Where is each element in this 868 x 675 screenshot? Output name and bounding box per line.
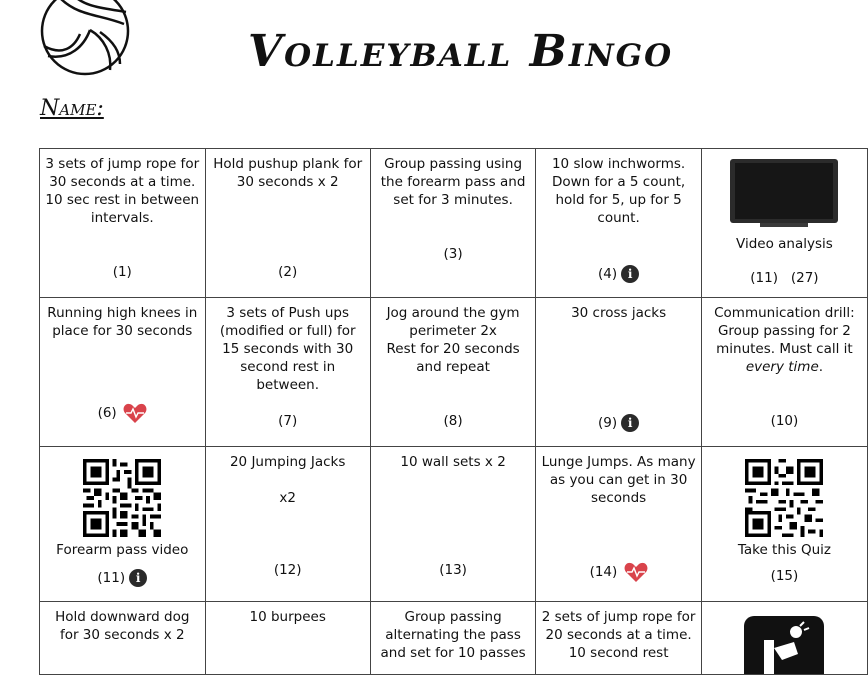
bingo-cell-11 bbox=[40, 447, 206, 602]
bingo-cell-8 bbox=[370, 298, 535, 447]
cell-number: (4) bbox=[598, 266, 618, 282]
cell-text: Hold pushup plank for 30 seconds x 2 bbox=[213, 156, 363, 190]
cell-text: Jog around the gym perimeter 2x Rest for 20 seconds and repeat bbox=[386, 305, 520, 375]
volleyball-icon bbox=[40, 0, 130, 76]
cell-text: Communication drill: Group passing for 2 minutes. Must call it every time. bbox=[714, 305, 855, 375]
heart-rate-icon bbox=[624, 561, 648, 583]
cell-number: (10) bbox=[770, 413, 799, 429]
bingo-cell-12 bbox=[205, 447, 370, 602]
bingo-cell-13 bbox=[370, 447, 535, 602]
name-label: Name: bbox=[40, 96, 104, 121]
tv-icon bbox=[730, 159, 838, 229]
cell-text: Running high knees in place for 30 seconds bbox=[47, 305, 198, 339]
bingo-cell-2 bbox=[205, 149, 370, 298]
qr-code-icon[interactable] bbox=[83, 459, 161, 537]
cell-number: (15) bbox=[770, 568, 799, 584]
cell-number: (1) bbox=[112, 264, 132, 280]
cell-text: 10 burpees bbox=[249, 609, 326, 625]
bingo-cell-7 bbox=[205, 298, 370, 447]
cell-number: (9) bbox=[598, 415, 618, 431]
cell-number: (13) bbox=[439, 562, 467, 578]
board-row bbox=[40, 149, 868, 298]
cell-number: (11) bbox=[97, 570, 126, 586]
cell-text: 20 Jumping Jacks x2 bbox=[229, 454, 346, 506]
bingo-cell-9 bbox=[536, 298, 702, 447]
info-icon[interactable]: i bbox=[129, 569, 147, 587]
info-icon[interactable]: i bbox=[621, 265, 639, 283]
info-icon[interactable]: i bbox=[621, 414, 639, 432]
board-row bbox=[40, 602, 868, 675]
bingo-cell-10 bbox=[701, 298, 867, 447]
cell-number: (6) bbox=[97, 405, 117, 421]
bingo-cell-4 bbox=[536, 149, 702, 298]
bingo-cell-17 bbox=[205, 602, 370, 675]
page-title: Volleyball Bingo bbox=[248, 26, 674, 77]
cell-text: Video analysis bbox=[736, 236, 833, 252]
bingo-cell-16 bbox=[40, 602, 206, 675]
bingo-board bbox=[39, 148, 868, 675]
exercise-sign-icon bbox=[742, 614, 826, 674]
bingo-cell-3 bbox=[370, 149, 535, 298]
bingo-cell-19 bbox=[536, 602, 702, 675]
bingo-cell-1 bbox=[40, 149, 206, 298]
bingo-cell-6 bbox=[40, 298, 206, 447]
board-row bbox=[40, 298, 868, 447]
cell-text: Group passing using the forearm pass and set for 3 minutes. bbox=[380, 156, 526, 208]
qr-code-icon[interactable] bbox=[745, 459, 823, 537]
cell-text: 3 sets of Push ups (modified or full) for 15 seconds with 30 second rest in between. bbox=[219, 305, 356, 393]
cell-text: 2 sets of jump rope for 20 seconds at a time. 10 second rest bbox=[541, 609, 696, 661]
cell-text: 10 wall sets x 2 bbox=[400, 454, 506, 470]
cell-number: (2) bbox=[278, 264, 298, 280]
cell-number: (14) bbox=[589, 564, 618, 580]
cell-text: Group passing alternating the pass and set for 10 passes bbox=[380, 609, 526, 661]
cell-text: 30 cross jacks bbox=[571, 305, 667, 321]
cell-text: 3 sets of jump rope for 30 seconds at a time. 10 sec rest in between intervals. bbox=[45, 156, 200, 226]
bingo-cell-5 bbox=[701, 149, 867, 298]
bingo-cell-14 bbox=[536, 447, 702, 602]
cell-text: 10 slow inchworms. Down for a 5 count, hold for 5, up for 5 count. bbox=[551, 156, 686, 226]
cell-number: (3) bbox=[443, 246, 463, 262]
bingo-cell-18 bbox=[370, 602, 535, 675]
cell-number: (7) bbox=[278, 413, 298, 429]
heart-rate-icon bbox=[123, 402, 147, 424]
cell-number: (12) bbox=[273, 562, 302, 578]
cell-text: Hold downward dog for 30 seconds x 2 bbox=[55, 609, 190, 643]
bingo-cell-15 bbox=[701, 447, 867, 602]
cell-number: (11) (27) bbox=[750, 270, 819, 286]
board-row bbox=[40, 447, 868, 602]
cell-text: Lunge Jumps. As many as you can get in 30 seconds bbox=[541, 454, 696, 506]
bingo-cell-20 bbox=[701, 602, 867, 675]
cell-text: Forearm pass video bbox=[56, 542, 189, 558]
cell-number: (8) bbox=[443, 413, 463, 429]
cell-text: Take this Quiz bbox=[737, 542, 832, 558]
